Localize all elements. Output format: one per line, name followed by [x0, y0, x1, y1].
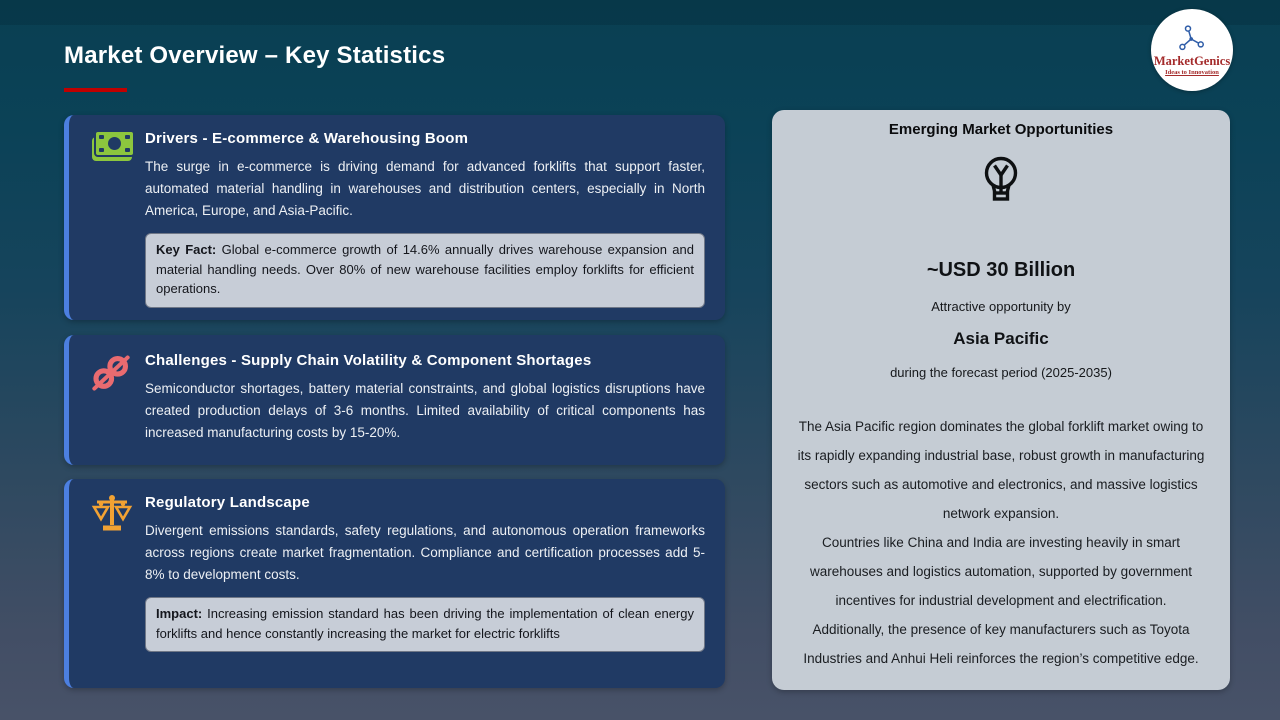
page-title: Market Overview – Key Statistics	[64, 42, 446, 69]
impact-label: Impact:	[156, 606, 203, 621]
card-regulatory-body: Divergent emissions standards, safety regulations, and autonomous operation frameworks across regions create market fragmentation. Compliance and certification processes add 5-8% to development costs.	[145, 523, 705, 582]
card-challenges-body: Semiconductor shortages, battery material constraints, and global logistics disruptions have created production delays of 3-6 months. Limited availability of critical components has increased manufacturing costs by 15-20%.	[145, 381, 705, 440]
marketgenics-logo	[1151, 9, 1233, 91]
broken-link-icon	[91, 353, 135, 397]
card-challenges-title: Challenges - Supply Chain Volatility & Component Shortages	[145, 352, 592, 369]
opportunity-panel	[772, 110, 1230, 690]
top-bar	[0, 0, 1280, 25]
card-drivers-key-fact	[145, 233, 705, 308]
card-regulatory-impact	[145, 597, 705, 652]
card-drivers-body: The surge in e-commerce is driving demand for advanced forklifts that support faster, automated material handling in warehouses and distribution centers, especially in North America, Europe, and Asia-Pacific.	[145, 159, 705, 218]
card-drivers-title: Drivers - E-commerce & Warehousing Boom	[145, 130, 469, 147]
card-regulatory	[64, 479, 725, 688]
card-challenges	[64, 335, 725, 465]
key-fact-label: Key Fact:	[156, 242, 217, 257]
opportunity-paragraph: Countries like China and India are investing heavily in smart warehouses and logistics automation, supported by government incentives for industrial development and electrification.	[810, 535, 1192, 608]
impact-text: Increasing emission standard has been driving the implementation of clean energy forklifts and hence constantly increasing the market for electric forklifts	[156, 606, 694, 641]
opportunity-period: during the forecast period (2025-2035)	[890, 365, 1112, 380]
scales-icon	[91, 494, 135, 538]
opportunity-paragraph: Additionally, the presence of key manufacturers such as Toyota Industries and Anhui Heli reinforces the region’s competitive edge.	[803, 622, 1199, 666]
opportunity-value: ~USD 30 Billion	[926, 259, 1076, 281]
opportunity-panel-title: Emerging Market Opportunities	[888, 121, 1114, 138]
card-regulatory-title: Regulatory Landscape	[145, 494, 310, 511]
money-banknote-icon	[91, 130, 135, 174]
card-drivers	[64, 115, 725, 320]
opportunity-subtitle: Attractive opportunity by	[931, 299, 1071, 314]
molecule-icon	[1175, 24, 1209, 54]
opportunity-paragraph: The Asia Pacific region dominates the global forklift market owing to its rapidly expanding industrial base, robust growth in manufacturing sectors such as automotive and electronics, and massive logistics network expansion.	[797, 419, 1205, 521]
lightbulb-icon	[979, 155, 1023, 212]
logo-tagline: Ideas to Innovation	[1165, 69, 1219, 76]
key-fact-text: Global e-commerce growth of 14.6% annually drives warehouse expansion and material handling needs. Over 80% of new warehouse facilities employ forklifts for efficient operations.	[156, 242, 694, 296]
opportunity-description	[796, 412, 1206, 673]
title-accent-underline	[64, 88, 127, 92]
logo-name: MarketGenics	[1153, 54, 1231, 68]
opportunity-region: Asia Pacific	[953, 329, 1049, 348]
